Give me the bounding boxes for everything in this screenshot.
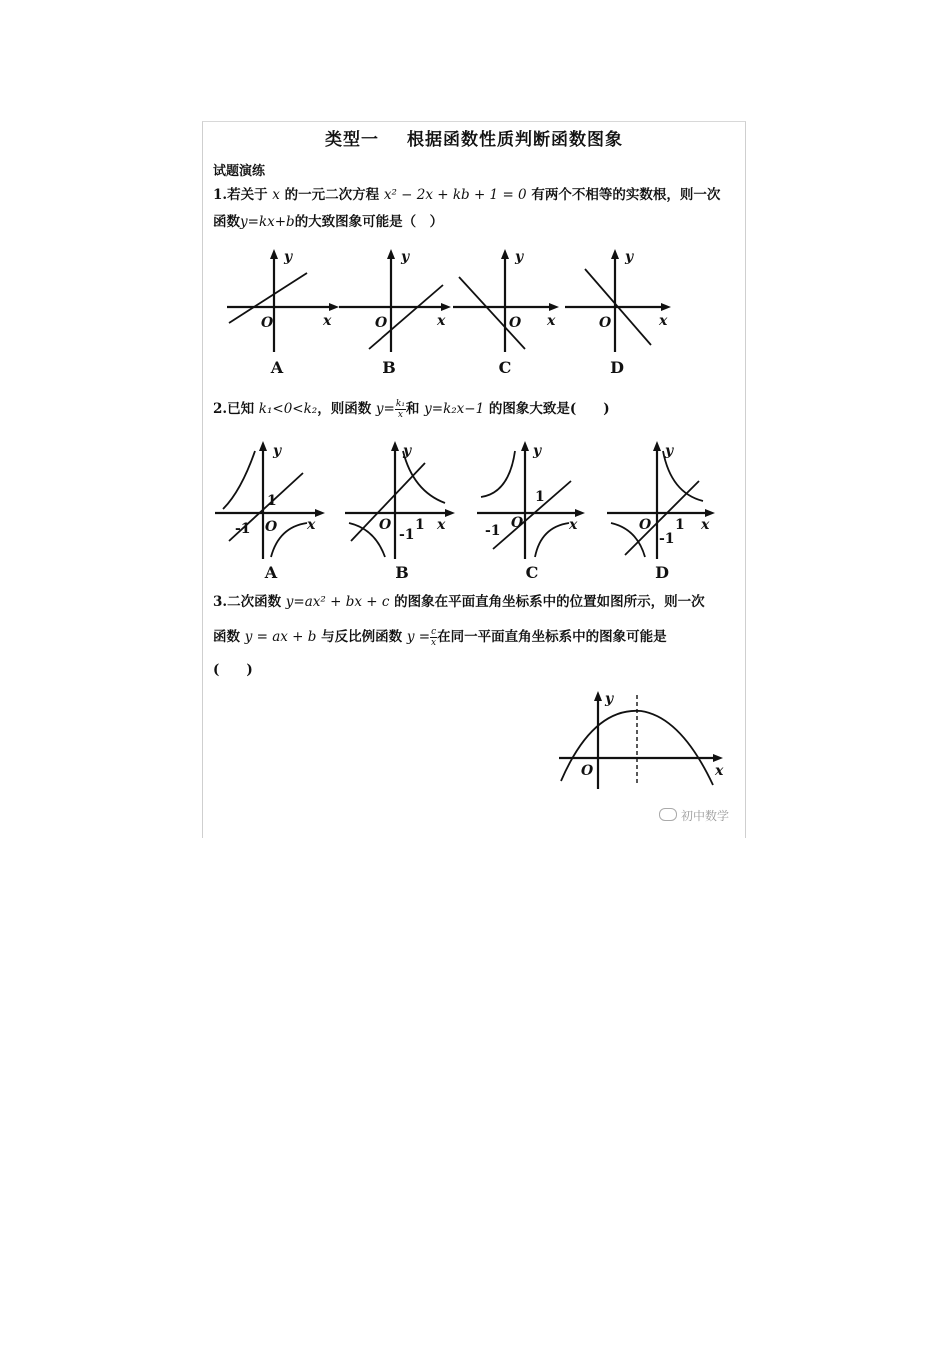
y-axis-label: y	[605, 691, 614, 707]
origin-label: O	[265, 519, 278, 535]
q1-graph-b	[339, 247, 455, 357]
y-axis-label: y	[284, 249, 293, 265]
origin-label: O	[379, 517, 392, 533]
q1-text: 1.若关于	[213, 187, 273, 203]
x-axis-label: x	[715, 763, 724, 779]
y-axis-label: y	[401, 249, 410, 265]
x-axis-label: x	[437, 517, 446, 533]
x-axis-label: x	[701, 517, 710, 533]
tick-one-label: 1	[415, 517, 425, 533]
q2-choice-d-label: D	[655, 563, 669, 582]
x-axis-label: x	[323, 313, 332, 329]
fraction-numerator: c	[431, 627, 437, 637]
q2-text: ，则函数	[317, 401, 376, 417]
y-axis-label: y	[665, 443, 674, 459]
q1-text: 有两个不相等的实数根，则一次	[526, 187, 721, 203]
x-axis-label: x	[307, 517, 316, 533]
q2-graph-a	[215, 437, 331, 562]
q1-choice-b-label: B	[382, 358, 396, 377]
question-3-line-3: ( )	[213, 662, 253, 678]
origin-label: O	[509, 315, 522, 331]
x-axis-label: x	[659, 313, 668, 329]
origin-label: O	[581, 763, 594, 779]
q3-text: 3.二次函数	[213, 594, 286, 610]
q1-choice-a-label: A	[270, 358, 284, 377]
q1-graph-d	[565, 247, 681, 357]
title-part-2: 根据函数性质判断函数图象	[407, 130, 623, 150]
origin-label: O	[511, 515, 524, 531]
q3-parabola-graph	[557, 687, 729, 791]
q1-text: 的大致图象可能是（ ）	[294, 214, 444, 230]
q2-text: 的图象大致是( )	[484, 401, 610, 417]
origin-label: O	[599, 315, 612, 331]
q1-text: 的一元二次方程	[279, 187, 384, 203]
page-title	[203, 125, 745, 150]
x-axis-label: x	[547, 313, 556, 329]
q1-choice-c-label: C	[498, 358, 512, 377]
fraction-numerator: k₁	[395, 399, 405, 409]
q2-graph-b	[345, 437, 461, 562]
section-heading: 试题演练	[213, 164, 266, 179]
tick-one-label: 1	[535, 489, 545, 505]
y-axis-label: y	[403, 443, 412, 459]
q1-function: y=kx+b	[240, 214, 295, 230]
q1-choice-d-label: D	[610, 358, 624, 377]
y-axis-label: y	[515, 249, 524, 265]
question-1-line-2	[213, 209, 443, 235]
tick-one-label: 1	[675, 517, 685, 533]
question-3-line-2	[213, 624, 667, 650]
q2-choice-a-label: A	[264, 563, 278, 582]
q1-graph-c	[453, 247, 569, 357]
x-axis-label: x	[437, 313, 446, 329]
worksheet-page	[202, 121, 746, 838]
tick-one-label: 1	[267, 493, 277, 509]
title-part-1: 类型一	[325, 130, 379, 150]
watermark	[659, 807, 729, 824]
fraction-denominator: x	[397, 410, 403, 420]
q3-function: y=ax² + bx + c	[285, 594, 390, 610]
q2-text: 2.已知	[213, 401, 259, 417]
fraction-denominator: x	[431, 638, 437, 648]
y-axis-label: y	[533, 443, 542, 459]
q3-text: 与反比例函数	[316, 629, 407, 645]
y-axis-label: y	[273, 443, 282, 459]
q2-y-equals: y=	[375, 401, 395, 417]
tick-neg-one-label: -1	[399, 527, 415, 543]
tick-neg-one-label: -1	[235, 521, 251, 537]
origin-label: O	[261, 315, 274, 331]
y-axis-label: y	[625, 249, 634, 265]
question-2	[213, 396, 610, 422]
q2-graph-d	[605, 437, 721, 562]
q2-fraction	[395, 399, 406, 420]
q2-choice-b-label: B	[395, 563, 409, 582]
q2-function: y=k₂x−1	[424, 401, 485, 417]
chat-bubble-icon	[659, 808, 677, 821]
tick-neg-one-label: -1	[485, 523, 501, 539]
q3-function-linear: y = ax + b	[244, 629, 317, 645]
q3-text: 在同一平面直角坐标系中的图象可能是	[437, 629, 667, 645]
q2-condition: k₁<0<k₂	[258, 401, 318, 417]
watermark-text: 初中数学	[680, 809, 729, 823]
q2-choice-c-label: C	[525, 563, 539, 582]
q3-y-equals: y =	[406, 629, 431, 645]
q3-text: 函数	[213, 629, 245, 645]
q1-equation: x² − 2x + kb + 1 = 0	[383, 187, 527, 203]
question-3-line-1	[213, 589, 705, 615]
q2-text: 和	[405, 401, 425, 417]
question-1-line-1	[213, 182, 720, 208]
q1-variable: x	[272, 187, 280, 203]
q1-text: 函数	[213, 214, 240, 230]
q3-text: 的图象在平面直角坐标系中的位置如图所示，则一次	[389, 594, 705, 610]
origin-label: O	[639, 517, 652, 533]
q2-graph-c	[475, 437, 591, 562]
q1-graph-a	[227, 247, 343, 357]
origin-label: O	[375, 315, 388, 331]
tick-neg-one-label: -1	[659, 531, 675, 547]
x-axis-label: x	[569, 517, 578, 533]
